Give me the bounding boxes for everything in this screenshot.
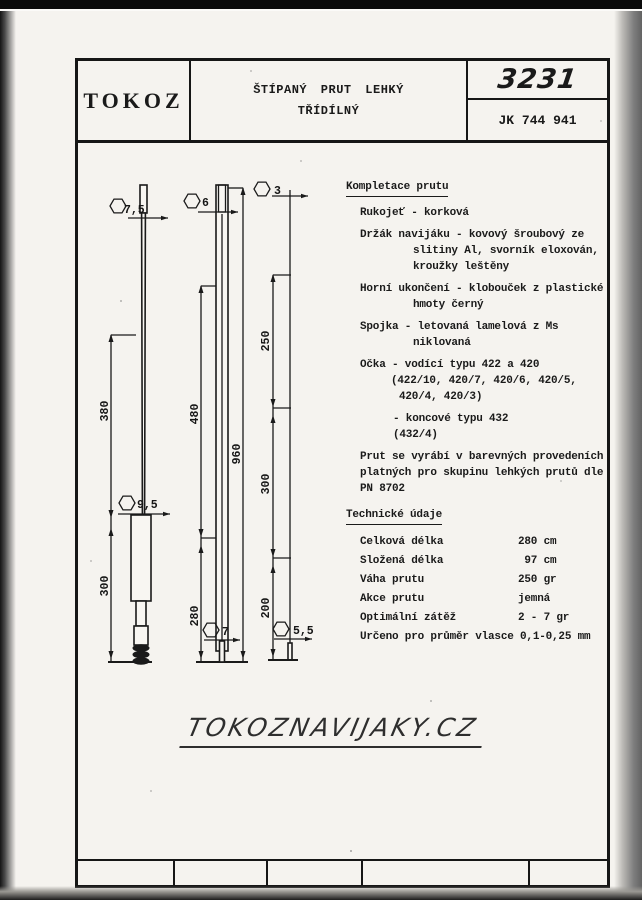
cork-handle [131, 515, 151, 601]
company-logo: TOKOZ [83, 87, 184, 113]
spec-label: Akce prutu [360, 593, 425, 605]
scan-edge-left [0, 0, 16, 900]
number-cell [466, 61, 607, 140]
rod-section-1 [99, 185, 170, 665]
spec-value: 2 - 7 gr [518, 612, 570, 624]
dia-label-rod3-butt: 5,5 [293, 625, 314, 638]
diameter-symbol-icon [254, 182, 270, 196]
spec-label: Váha prutu [360, 574, 425, 586]
spec-label: Složená délka [360, 555, 444, 567]
list-item: Očka - vodící typu 422 a 420 (422/10, 420/7, 420/6, 420/5, 420/4, 420/3) [360, 359, 577, 403]
list-item: Rukojeť - korková [360, 207, 469, 219]
reel-seat-ring [133, 657, 150, 665]
company-cell [78, 61, 191, 140]
reel-seat-ring [133, 651, 150, 659]
dia-label-rod3-tip: 3 [274, 185, 281, 198]
spec-footnote: Určeno pro průměr vlasce 0,1-0,25 mm [360, 631, 591, 643]
dia-label-rod1-tip: 7,5 [124, 204, 145, 217]
list-item: Prut se vyrábí v barevných provedeních platných pro skupinu lehkých prutů dle PN 8702 [360, 451, 604, 495]
spec-label: Optimální zátěž [360, 612, 457, 624]
drawing-number: 3231 [495, 64, 580, 95]
document-title-line1: ŠTÍPANÝ PRUT LEHKÝ [253, 83, 404, 97]
title-block [78, 61, 607, 143]
rod-section-3 [254, 182, 314, 660]
diameter-symbol-icon [273, 622, 289, 636]
spec-row [360, 571, 610, 590]
section-heading-technicke: Technické údaje [346, 507, 442, 525]
watermark: TOKOZNAVIJAKY.CZ [179, 713, 488, 748]
footer-divider [528, 861, 530, 885]
technical-data-section [346, 507, 610, 647]
text-column [346, 179, 610, 647]
spec-row [360, 552, 610, 571]
title-cell [191, 61, 466, 140]
list-item: Horní ukončení - klobouček z plastické hmoty černý [360, 283, 604, 311]
footer-strip [78, 859, 607, 885]
dim-label-rod3-seg2: 300 [260, 473, 273, 495]
list-item: - koncové typu 432 (432/4) [393, 413, 509, 441]
diameter-symbol-icon [184, 194, 200, 208]
drawing-number-cell [468, 61, 607, 100]
catalog-code: JK 744 941 [498, 112, 577, 128]
dia-label-rod1-butt: 9,5 [137, 499, 158, 512]
list-item: Držák navijáku - kovový šroubový ze slitiny Al, svorník eloxován, kroužky leštěny [360, 229, 599, 273]
dia-label-rod2-butt: 7 [222, 626, 229, 639]
section-heading-kompletace: Kompletace prutu [346, 179, 448, 197]
dim-label-rod2-upper: 480 [189, 403, 202, 425]
diameter-symbol-icon [119, 496, 135, 510]
spec-row [360, 609, 610, 628]
spec-row [360, 590, 610, 609]
dim-label-rod3-seg3: 200 [260, 597, 273, 619]
spec-value: 280 cm [518, 536, 557, 548]
footer-divider [173, 861, 175, 885]
technical-drawing [88, 168, 338, 680]
spec-value: jemná [518, 593, 551, 605]
list-item: Spojka - letovaná lamelová z Ms niklovaná [360, 321, 559, 349]
scan-edge-right [614, 0, 642, 900]
dim-label-rod2-total: 960 [231, 443, 244, 465]
dim-label-rod1-upper: 380 [99, 400, 112, 422]
spec-value: 250 gr [518, 574, 557, 586]
footer-divider [361, 861, 363, 885]
rod-section-2 [184, 185, 248, 662]
spec-row [360, 533, 610, 552]
scan-edge-top [0, 0, 642, 9]
reel-seat-ring [133, 644, 150, 652]
scan-edge-top-bevel [0, 9, 642, 11]
footer-divider [266, 861, 268, 885]
dim-label-rod2-lower: 280 [189, 605, 202, 627]
dim-label-rod3-seg1: 250 [260, 330, 273, 352]
page-frame [75, 58, 610, 888]
dia-label-rod2-tip: 6 [202, 197, 209, 210]
document-title-line2: TŘÍDÍLNÝ [297, 104, 360, 118]
spec-label: Celková délka [360, 536, 444, 548]
dim-label-rod1-lower: 300 [99, 575, 112, 597]
spec-value: 97 cm [518, 555, 557, 567]
scan-edge-bottom [0, 886, 642, 900]
